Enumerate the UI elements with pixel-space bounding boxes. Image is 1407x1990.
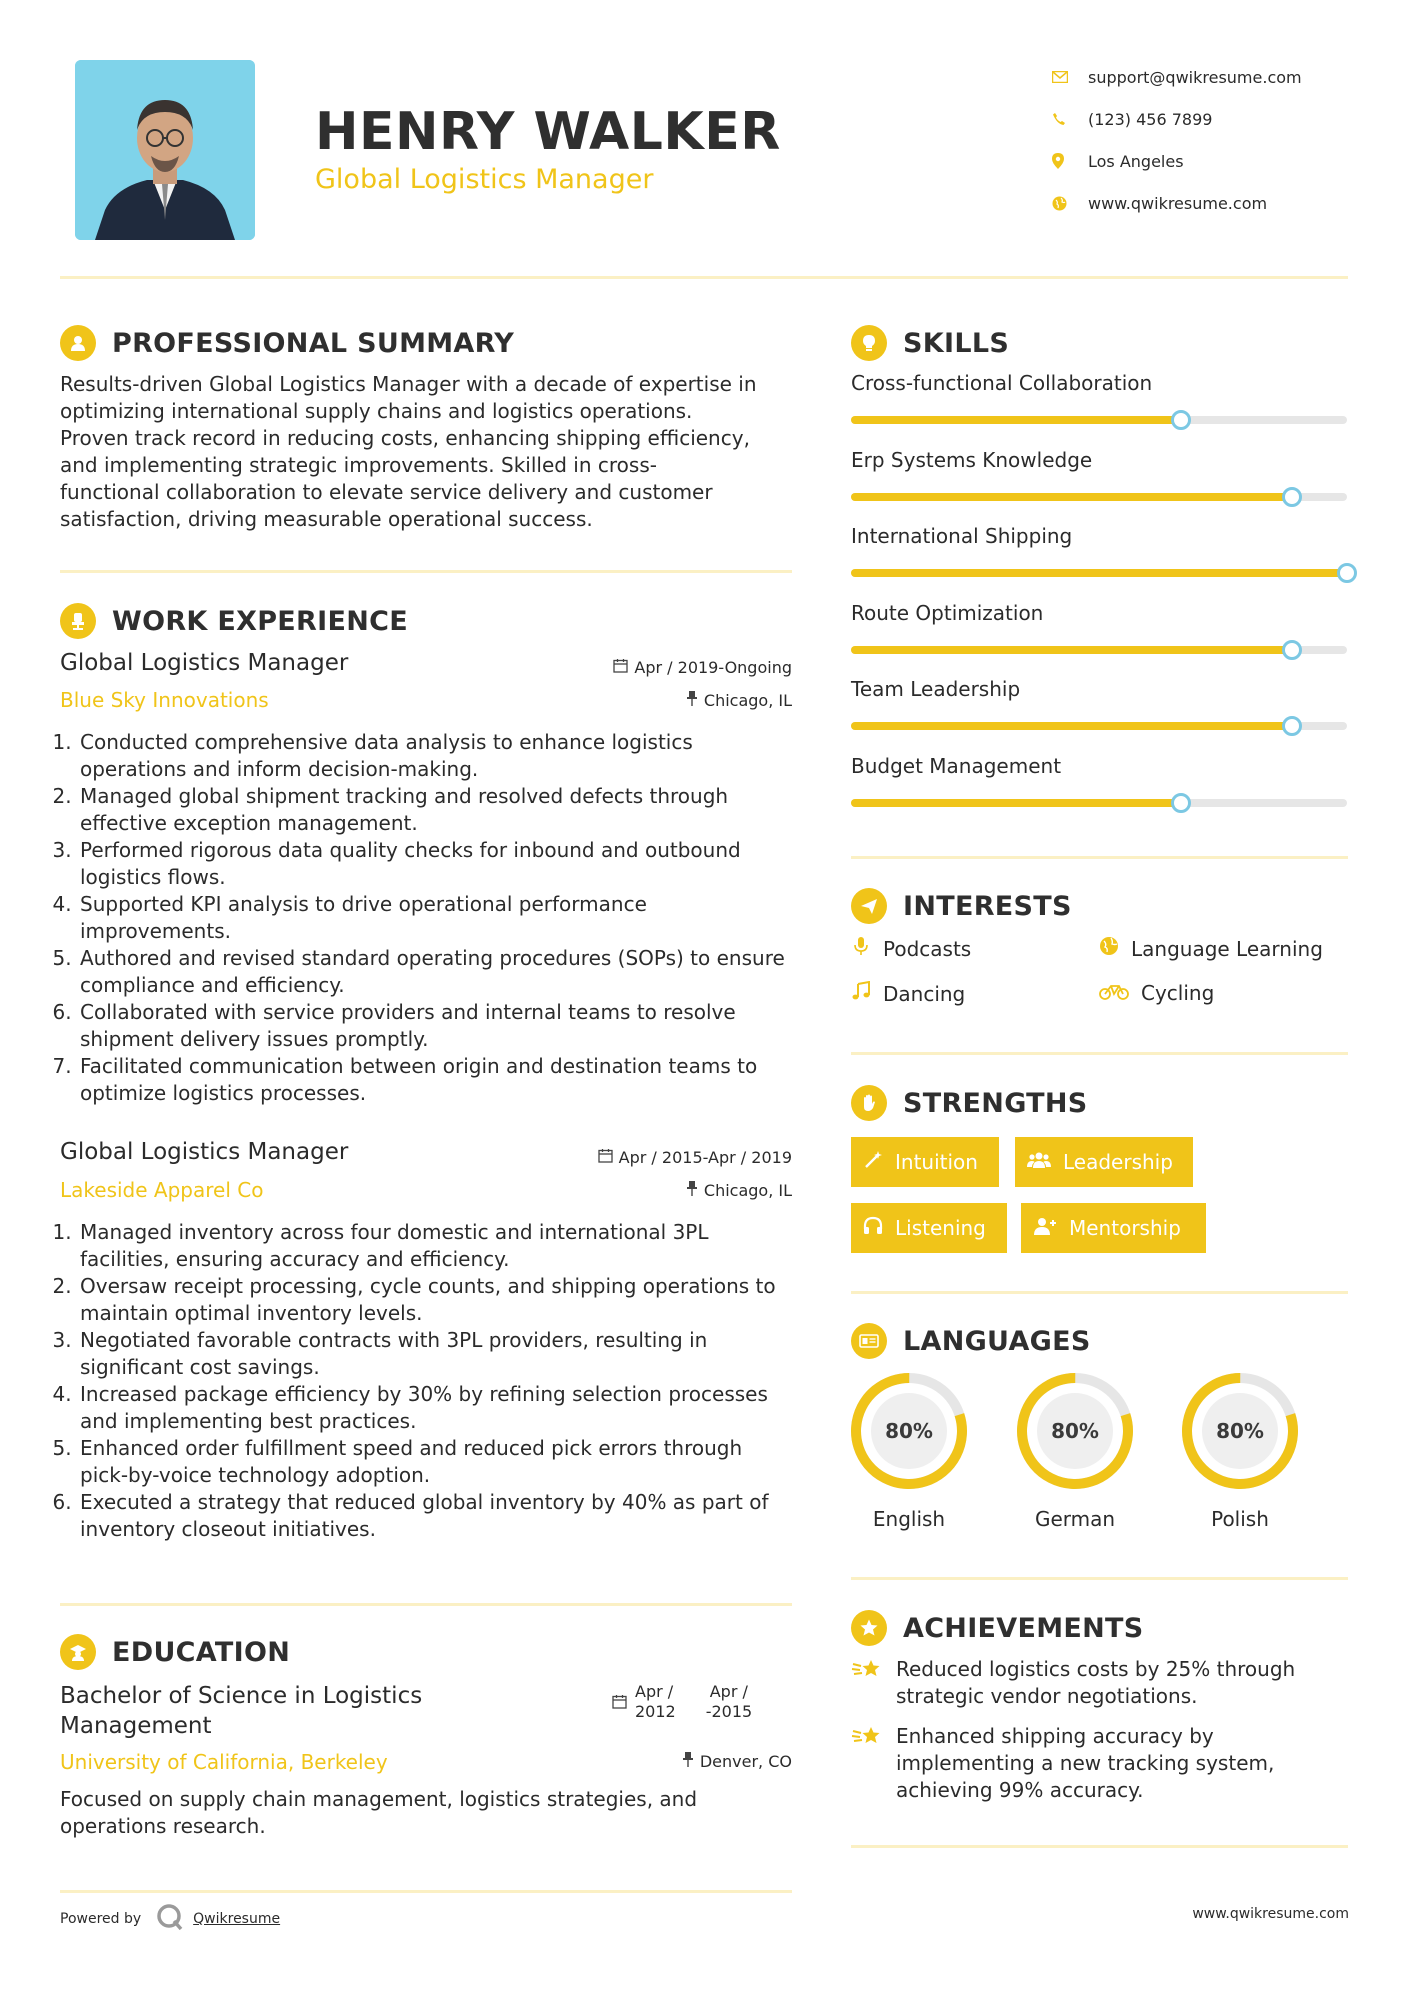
strength-chip-leadership [1015,1137,1193,1187]
graduate-icon [60,1634,96,1670]
job-2-company: Lakeside Apparel Co [60,1178,264,1202]
job-2-location-text: Chicago, IL [703,1181,792,1200]
strength-label: Intuition [895,1150,978,1174]
degree-title-line: Bachelor of Science in Logistics [60,1683,423,1709]
work-heading-text: WORK EXPERIENCE [112,605,408,637]
interest-label: Language Learning [1131,936,1323,961]
skill-bar-knob [1282,640,1302,660]
interest-dancing [851,981,965,1006]
candidate-name: HENRY WALKER [315,102,781,162]
list-item: 6. Collaborated with service providers and internal teams to resolve shipment delivery issues promptly. [78,999,796,1053]
skill-bar-track [851,416,1347,424]
list-item: 1. Conducted comprehensive data analysis to enhance logistics operations and inform decision-making. [78,729,796,783]
skill-bar-knob [1282,716,1302,736]
achievement-line: Enhanced shipping accuracy by [896,1724,1214,1748]
list-item: 2. Oversaw receipt processing, cycle counts, and shipping operations to maintain optimal inventory levels. [78,1273,796,1327]
contact-location [1052,140,1372,182]
list-item: 4. Supported KPI analysis to drive operational performance improvements. [78,891,796,945]
skill-bar-knob [1282,487,1302,507]
skill-bar-track [851,569,1347,577]
skill-bar-track [851,722,1347,730]
skill-bar-fill [851,799,1181,807]
list-item: 5. Authored and revised standard operating procedures (SOPs) to ensure compliance and efficiency. [78,945,796,999]
languages-divider [851,1577,1348,1580]
education-date-end [706,1682,753,1722]
languages-heading [851,1323,1091,1359]
summary-heading [60,325,514,361]
strengths-divider [851,1291,1348,1294]
summary-line: and implementing strategic improvements. Skilled in cross- [60,453,657,477]
list-item: 1. Managed inventory across four domestic and international 3PL facilities, ensuring accuracy and efficiency. [78,1219,796,1273]
interest-label: Dancing [883,981,966,1006]
summary-line: satisfaction, driving measurable operational success. [60,507,593,531]
achievement-line: Reduced logistics costs by 25% through [896,1657,1296,1681]
summary-line: Proven track record in reducing costs, enhancing shipping efficiency, [60,426,750,450]
location-pin-icon [1052,153,1088,169]
skill-bar-fill [851,646,1292,654]
summary-heading-text: PROFESSIONAL SUMMARY [112,327,515,359]
date-part: 2015 [711,1702,753,1721]
job-2-location [560,1181,792,1200]
skill-bar-fill [851,493,1292,501]
job-1-date-text: Apr / 2019-Ongoing [634,658,792,677]
qwikresume-logo-icon [155,1902,185,1936]
achievement-text [896,1656,1295,1710]
skills-heading-text: SKILLS [903,327,1010,359]
degree-title [60,1681,422,1741]
list-item: 3. Performed rigorous data quality checks for inbound and outbound logistics flows. [78,837,796,891]
microphone-icon [851,936,871,961]
profile-photo [75,60,255,240]
strength-label: Mentorship [1069,1216,1181,1240]
phone-icon [1052,112,1088,126]
strength-chip-intuition [851,1137,999,1187]
school-name: University of California, Berkeley [60,1750,388,1774]
work-heading [60,603,408,639]
contact-email-text: support@qwikresume.com [1088,67,1302,87]
education-divider [60,1890,792,1893]
summary-divider [60,570,792,573]
footer-url[interactable]: www.qwikresume.com [1192,1906,1349,1922]
skill-bar-fill [851,722,1292,730]
paper-plane-icon [851,888,887,924]
globe-icon [1052,196,1088,211]
strength-label: Leadership [1063,1150,1173,1174]
education-description-line: operations research. [60,1814,266,1838]
language-name: German [1034,1507,1116,1531]
contact-phone[interactable] [1052,98,1372,140]
skill-label: International Shipping [851,524,1073,548]
contact-website[interactable] [1052,182,1372,224]
powered-by-text: Powered by [60,1911,142,1927]
job-1-location-text: Chicago, IL [703,691,792,710]
pushpin-icon [686,1181,698,1200]
work-divider [60,1603,792,1606]
date-part: Apr / [635,1682,674,1701]
date-part: Apr / [709,1682,748,1701]
job-2-date-text: Apr / 2015-Apr / 2019 [618,1148,792,1167]
magic-wand-icon [863,1150,883,1175]
lightbulb-icon [851,325,887,361]
bicycle-icon [1099,981,1129,1005]
skill-label: Route Optimization [851,600,1044,625]
pushpin-icon [686,691,698,710]
skill-label: Erp Systems Knowledge [851,447,1093,472]
summary-line: functional collaboration to elevate service delivery and customer [60,480,713,504]
id-card-icon [851,1323,887,1359]
language-percent: 80% [1051,1419,1099,1443]
language-percent: 80% [885,1419,933,1443]
contact-list [1052,56,1372,224]
skills-divider [851,856,1348,859]
job-1-date [560,658,792,677]
achievements-divider [851,1845,1348,1848]
strengths-heading [851,1085,1088,1121]
candidate-title: Global Logistics Manager [315,164,654,195]
strength-label: Listening [895,1216,986,1240]
star-icon [851,1610,887,1646]
calendar-icon [612,1694,627,1722]
shooting-star-icon [851,1656,896,1710]
list-item: 5. Enhanced order fulfillment speed and reduced pick errors through pick-by-voice technology adoption. [78,1435,796,1489]
degree-title-line: Management [60,1713,212,1739]
strength-chip-listening [851,1203,1007,1253]
language-item [1178,1369,1302,1531]
contact-location-text: Los Angeles [1088,151,1184,171]
achievement-line: achieving 99% accuracy. [896,1778,1144,1802]
pushpin-icon [682,1752,694,1771]
list-item: 3. Negotiated favorable contracts with 3PL providers, resulting in significant cost savings. [78,1327,796,1381]
language-item [1013,1369,1137,1531]
skill-bar-knob [1171,793,1191,813]
shooting-star-icon [851,1723,896,1804]
language-name: English [872,1507,946,1531]
interests-heading-text: INTERESTS [903,890,1072,922]
interest-label: Cycling [1141,981,1215,1005]
language-item [847,1369,971,1531]
achievements-heading [851,1610,1144,1646]
list-item: 2. Managed global shipment tracking and resolved defects through effective exception management. [78,783,796,837]
job-1-company: Blue Sky Innovations [60,688,269,712]
date-part: 2012 [635,1702,676,1721]
strength-chip-mentorship [1021,1203,1206,1253]
header-divider [60,276,1348,279]
contact-phone-text: (123) 456 7899 [1088,109,1213,129]
achievement-item [851,1656,1351,1710]
interest-podcasts [851,936,971,961]
summary-line: Results-driven Global Logistics Manager with a decade of expertise in [60,372,757,396]
achievement-item [851,1723,1351,1804]
skill-bar-knob [1337,563,1357,583]
education-heading [60,1634,290,1670]
languages-heading-text: LANGUAGES [903,1325,1091,1357]
summary-line: optimizing international supply chains and logistics operations. [60,399,693,423]
job-2-date [540,1148,792,1167]
hand-icon [851,1085,887,1121]
user-icon [60,325,96,361]
headphones-icon [863,1216,883,1241]
education-description-line: Focused on supply chain management, logistics strategies, and [60,1787,698,1811]
education-location [560,1752,792,1771]
date-separator: - [705,1702,712,1721]
skill-bar-track [851,799,1347,807]
summary-text [60,371,800,533]
list-item: 4. Increased package efficiency by 30% by refining selection processes and implementing best practices. [78,1381,796,1435]
contact-website-text: www.qwikresume.com [1088,193,1268,213]
contact-email[interactable] [1052,56,1372,98]
footer-powered-by [60,1902,280,1936]
achievement-line: implementing a new tracking system, [896,1751,1275,1775]
qwikresume-link[interactable]: Qwikresume [193,1911,281,1927]
skill-label: Cross-functional Collaboration [851,371,1153,395]
skills-heading [851,325,1009,361]
education-heading-text: EDUCATION [112,1636,291,1668]
education-location-text: Denver, CO [699,1752,792,1771]
skill-bar-knob [1171,410,1191,430]
calendar-icon [613,658,628,677]
strengths-heading-text: STRENGTHS [903,1087,1088,1119]
user-plus-icon [1033,1216,1057,1241]
job-1-location [560,691,792,710]
music-note-icon [851,981,871,1006]
interest-cycling [1099,981,1214,1005]
skill-bar-fill [851,416,1181,424]
language-percent: 80% [1216,1419,1264,1443]
calendar-icon [598,1148,613,1167]
skill-bar-track [851,493,1347,501]
users-icon [1027,1150,1051,1175]
interests-heading [851,888,1072,924]
interest-label: Podcasts [883,936,972,961]
chair-icon [60,603,96,639]
list-item: 7. Facilitated communication between origin and destination teams to optimize logistics processes. [78,1053,796,1107]
globe-icon [1099,936,1119,961]
achievement-line: strategic vendor negotiations. [896,1684,1198,1708]
skill-bar-track [851,646,1347,654]
list-item: 6. Executed a strategy that reduced global inventory by 40% as part of inventory closeout initiatives. [78,1489,796,1543]
interests-divider [851,1052,1348,1055]
envelope-icon [1052,71,1088,83]
language-name: Polish [1211,1507,1269,1531]
job-2-title: Global Logistics Manager [60,1139,349,1165]
education-date [612,1682,752,1722]
interest-language-learning [1099,936,1323,961]
job-1-title: Global Logistics Manager [60,650,349,676]
education-description [60,1786,800,1840]
skill-label: Budget Management [851,753,1062,778]
job-1-bullets [56,729,796,1107]
achievement-text [896,1723,1274,1804]
skill-label: Team Leadership [851,677,1021,701]
job-2-bullets [56,1219,796,1543]
achievements-heading-text: ACHIEVEMENTS [903,1612,1144,1644]
education-date-start [635,1682,676,1722]
skill-bar-fill [851,569,1347,577]
